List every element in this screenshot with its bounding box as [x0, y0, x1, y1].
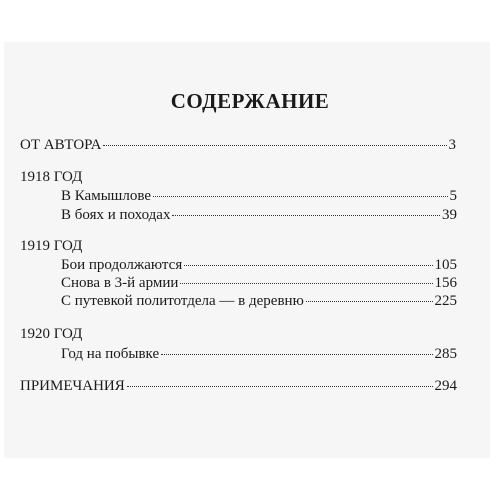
toc-entry-label: ПРИМЕЧАНИЯ [20, 378, 125, 394]
toc-entry-page: 5 [449, 188, 457, 204]
toc-entry-page: 225 [434, 293, 457, 309]
toc-entry-label: ОТ АВТОРА [20, 137, 102, 153]
toc-entry [61, 345, 457, 363]
toc-entry-label: С путевкой политотдела — в деревню [61, 293, 304, 309]
toc-year-heading: 1919 ГОД [20, 238, 83, 254]
leader-dots [103, 145, 446, 146]
toc-year-heading: 1918 ГОД [20, 169, 83, 185]
toc-entry [61, 256, 457, 274]
toc-year-heading: 1920 ГОД [20, 326, 83, 342]
toc-entry [61, 292, 457, 310]
leader-dots [172, 215, 440, 216]
toc-entry-notes [20, 377, 457, 395]
toc-entry-page: 156 [434, 275, 457, 291]
toc-entry-label: В боях и походах [61, 207, 171, 223]
toc-entry-label: Снова в 3-й армии [61, 275, 179, 291]
toc-entry-page: 285 [434, 346, 457, 362]
toc-entry-author-note [20, 136, 456, 154]
leader-dots [180, 283, 432, 284]
toc-entry [61, 187, 457, 205]
leader-dots [306, 301, 433, 302]
toc-entry-page: 105 [434, 257, 457, 273]
leader-dots [184, 265, 432, 266]
toc-entry-label: В Камышлове [61, 188, 151, 204]
toc-title: СОДЕРЖАНИЕ [170, 89, 330, 113]
toc-entry-label: Бои продолжаются [61, 257, 183, 273]
toc-entry-page: 3 [448, 137, 456, 153]
toc-entry-page: 39 [442, 207, 457, 223]
toc-entry [61, 206, 457, 224]
leader-dots [161, 354, 432, 355]
leader-dots [153, 196, 448, 197]
toc-entry [61, 274, 457, 292]
toc-entry-label: Год на побывке [61, 346, 160, 362]
leader-dots [127, 386, 433, 387]
toc-entry-page: 294 [434, 378, 457, 394]
